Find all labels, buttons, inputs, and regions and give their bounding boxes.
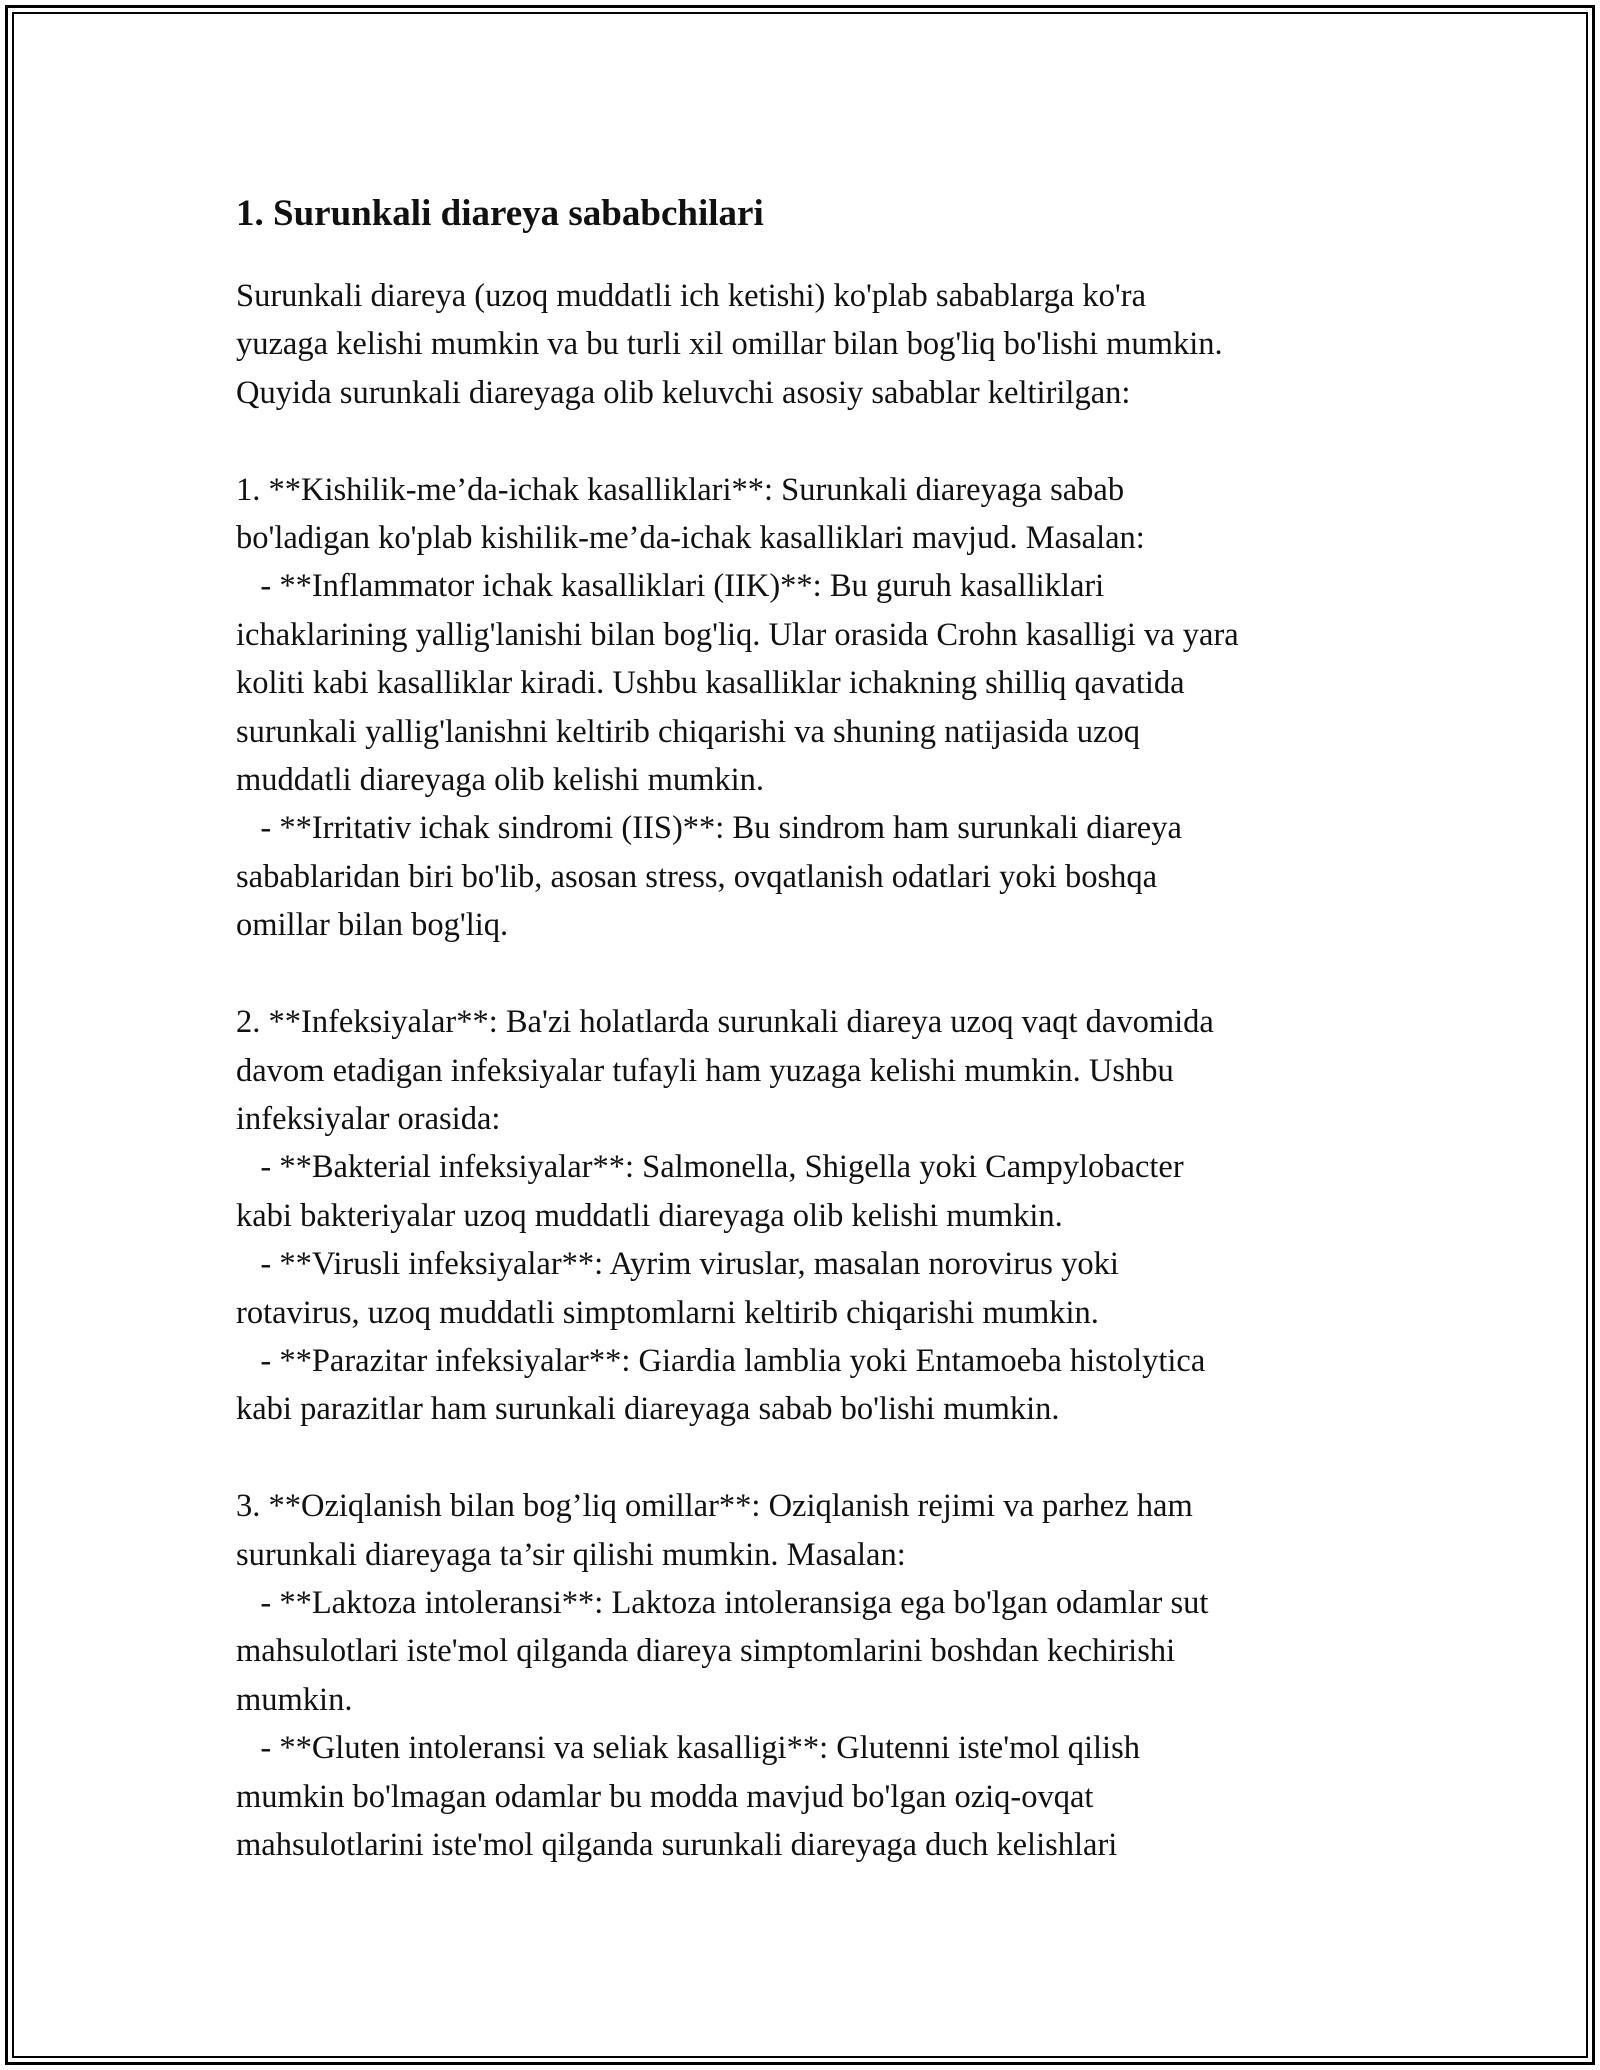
text-line: surunkali yallig'lanishni keltirib chiqarishi va shuning natijasida uzoq [236,713,1140,750]
text-line: Surunkali diareya (uzoq muddatli ich ketishi) ko'plab sabablarga ko'ra [236,278,1147,314]
blank-line [236,417,1376,465]
text-line: mahsulotlarini iste'mol qilganda surunkali diareyaga duch kelishlari [236,1827,1118,1863]
text-line: ichaklarining yallig'lanishi bilan bog'liq. Ular orasida Crohn kasalligi va yara [236,616,1239,653]
text-line: - **Bakterial infeksiyalar**: Salmonella, Shigella yoki Campylobacter [236,1149,1184,1186]
text-line: - **Irritativ ichak sindromi (IIS)**: Bu sindrom ham surunkali diareya [236,810,1182,847]
text-line: 2. **Infeksiyalar**: Ba'zi holatlarda surunkali diareya uzoq vaqt davomida [236,1004,1214,1041]
text-line: mahsulotlari iste'mol qilganda diareya simptomlarini boshdan kechirishi [236,1633,1176,1670]
text-line: surunkali diareyaga ta’sir qilishi mumkin. Masalan: [236,1536,906,1573]
text-line: mumkin bo'lmagan odamlar bu modda mavjud bo'lgan oziq-ovqat [236,1778,1094,1815]
text-line: Quyida surunkali diareyaga olib keluvchi asosiy sabablar keltirilgan: [236,374,1131,411]
text-line: sabablaridan biri bo'lib, asosan stress, ovqatlanish odatlari yoki boshqa [236,858,1158,895]
text-line: koliti kabi kasalliklar kiradi. Ushbu kasalliklar ichakning shilliq qavatida [236,665,1185,702]
text-line: mumkin. [236,1681,353,1718]
text-line: kabi parazitlar ham surunkali diareyaga sabab bo'lishi mumkin. [236,1391,1060,1428]
text-line: 3. **Oziqlanish bilan bog’liq omillar**: Oziqlanish rejimi va parhez ham [236,1488,1193,1525]
document-title: 1. Surunkali diareya sababchilari [236,193,764,234]
document-page [236,185,1376,1869]
text-line: yuzaga kelishi mumkin va bu turli xil omillar bilan bog'liq bo'lishi mumkin. [236,326,1223,363]
blank-line [236,950,1376,998]
text-line: kabi bakteriyalar uzoq muddatli diareyaga olib kelishi mumkin. [236,1197,1063,1234]
text-line: 1. **Kishilik-me’da-ichak kasalliklari**: Surunkali diareyaga sabab [236,471,1125,508]
document-body [236,272,1376,1869]
text-line: infeksiyalar orasida: [236,1100,501,1137]
text-line: - **Laktoza intoleransi**: Laktoza intoleransiga ega bo'lgan odamlar sut [236,1584,1209,1621]
text-line: - **Gluten intoleransi va seliak kasalligi**: Glutenni iste'mol qilish [236,1730,1140,1767]
text-line: muddatli diareyaga olib kelishi mumkin. [236,762,765,799]
text-line: bo'ladigan ko'plab kishilik-me’da-ichak kasalliklari mavjud. Masalan: [236,520,1145,557]
text-line: - **Parazitar infeksiyalar**: Giardia lamblia yoki Entamoeba histolytica [236,1342,1206,1379]
text-line: rotavirus, uzoq muddatli simptomlarni keltirib chiqarishi mumkin. [236,1294,1099,1331]
text-line: - **Inflammator ichak kasalliklari (IIK)**: Bu guruh kasalliklari [236,568,1105,605]
text-line: - **Virusli infeksiyalar**: Ayrim viruslar, masalan norovirus yoki [236,1246,1119,1283]
blank-line [236,1434,1376,1482]
text-line: davom etadigan infeksiyalar tufayli ham yuzaga kelishi mumkin. Ushbu [236,1052,1174,1089]
text-line: omillar bilan bog'liq. [236,907,509,944]
